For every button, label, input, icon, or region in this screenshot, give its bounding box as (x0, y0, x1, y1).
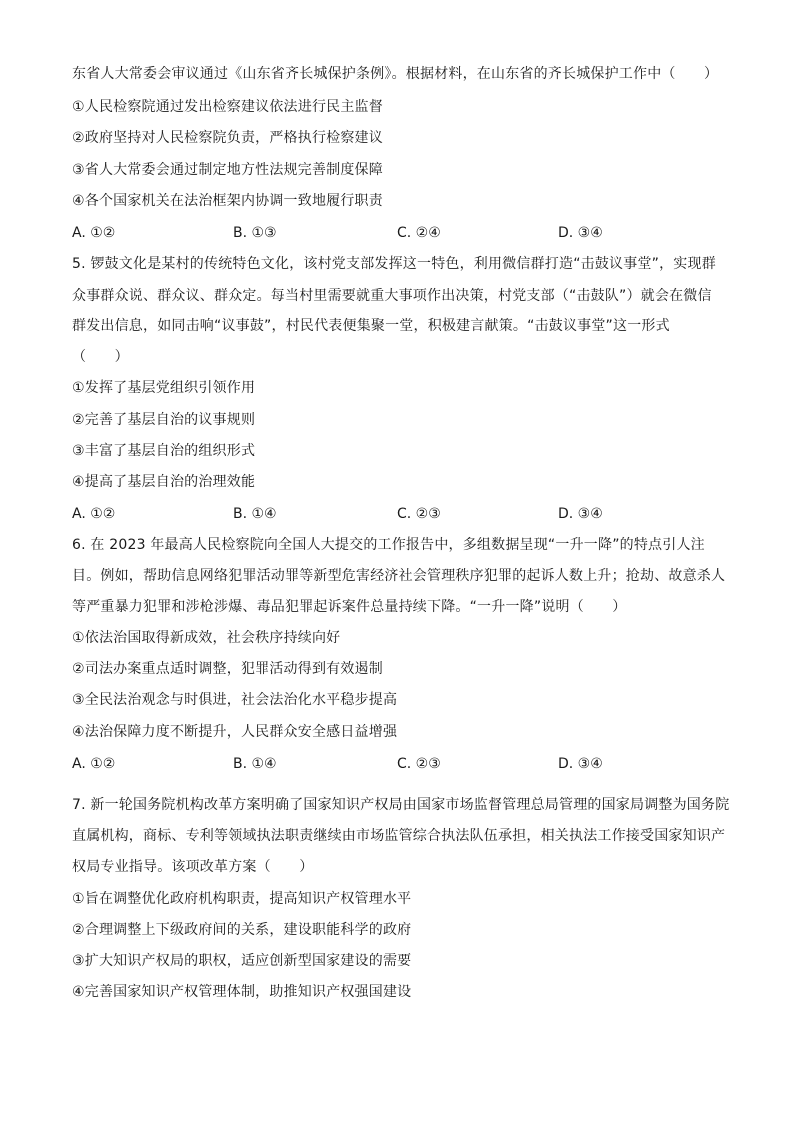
option-b: B. ①④ (233, 506, 277, 522)
q7-stem-line: 权局专业指导。该项改革方案（ ） (72, 859, 314, 875)
q5-stem-line: 众事群众说、群众议、群众定。每当村里需要就重大事项作出决策，村党支部（“击鼓队”）就会在微信 (72, 288, 712, 304)
statement: ①旨在调整优化政府机构职责，提高知识产权管理水平 (72, 891, 412, 907)
option-b: B. ①④ (233, 756, 277, 772)
option-d: D. ③④ (558, 756, 603, 772)
option-c: C. ②③ (397, 756, 441, 772)
statement: ③扩大知识产权局的职权，适应创新型国家建设的需要 (72, 953, 412, 969)
statement: ①人民检察院通过发出检察建议依法进行民主监督 (72, 99, 383, 115)
statement: ③丰富了基层自治的组织形式 (72, 443, 256, 459)
option-a: A. ①② (72, 225, 116, 241)
option-c: C. ②④ (397, 225, 441, 241)
option-b: B. ①③ (233, 225, 277, 241)
q5-stem-line: 5. 锣鼓文化是某村的传统特色文化，该村党支部发挥这一特色，利用微信群打造“击鼓议事堂”，实现群 (72, 256, 716, 272)
q6-stem-line: 目。例如，帮助信息网络犯罪活动罪等新型危害经济社会管理秩序犯罪的起诉人数上升；抢劫、故意杀人 (72, 568, 726, 584)
statement: ②政府坚持对人民检察院负责，严格执行检察建议 (72, 130, 383, 146)
q5-stem-line: 群发出信息，如同击响“议事鼓”，村民代表便集聚一堂，积极建言献策。“击鼓议事堂”这一形式 (72, 318, 670, 334)
statement: ②司法办案重点适时调整，犯罪活动得到有效遏制 (72, 661, 383, 677)
q5-stem-line: （ ） (72, 349, 129, 365)
option-d: D. ③④ (558, 225, 603, 241)
statement: ③省人大常委会通过制定地方性法规完善制度保障 (72, 162, 383, 178)
statement: ②合理调整上下级政府间的关系，建设职能科学的政府 (72, 922, 412, 938)
statement: ③全民法治观念与时俱进，社会法治化水平稳步提高 (72, 692, 398, 708)
statement: ①依法治国取得新成效，社会秩序持续向好 (72, 630, 341, 646)
q7-stem-line: 7. 新一轮国务院机构改革方案明确了国家知识产权局由国家市场监督管理总局管理的国家局调整为国务院 (72, 797, 730, 813)
option-d: D. ③④ (558, 506, 603, 522)
q6-stem-line: 6. 在 2023 年最高人民检察院向全国人大提交的工作报告中，多组数据呈现“一升一降”的特点引人注 (72, 537, 705, 553)
statement: ④提高了基层自治的治理效能 (72, 474, 256, 490)
statement: ①发挥了基层党组织引领作用 (72, 380, 256, 396)
question-stem-line: 东省人大常委会审议通过《山东省齐长城保护条例》。根据材料，在山东省的齐长城保护工作中（ ） (72, 66, 719, 82)
option-a: A. ①② (72, 756, 116, 772)
statement: ②完善了基层自治的议事规则 (72, 412, 256, 428)
q6-stem-line: 等严重暴力犯罪和涉枪涉爆、毒品犯罪起诉案件总量持续下降。“一升一降”说明（ ） (72, 599, 627, 615)
statement: ④完善国家知识产权管理体制，助推知识产权强国建设 (72, 984, 412, 1000)
option-a: A. ①② (72, 506, 116, 522)
statement: ④法治保障力度不断提升，人民群众安全感日益增强 (72, 724, 398, 740)
statement: ④各个国家机关在法治框架内协调一致地履行职责 (72, 193, 383, 209)
option-c: C. ②③ (397, 506, 441, 522)
q7-stem-line: 直属机构，商标、专利等领域执法职责继续由市场监管综合执法队伍承担，相关执法工作接受国家知识产 (72, 828, 726, 844)
